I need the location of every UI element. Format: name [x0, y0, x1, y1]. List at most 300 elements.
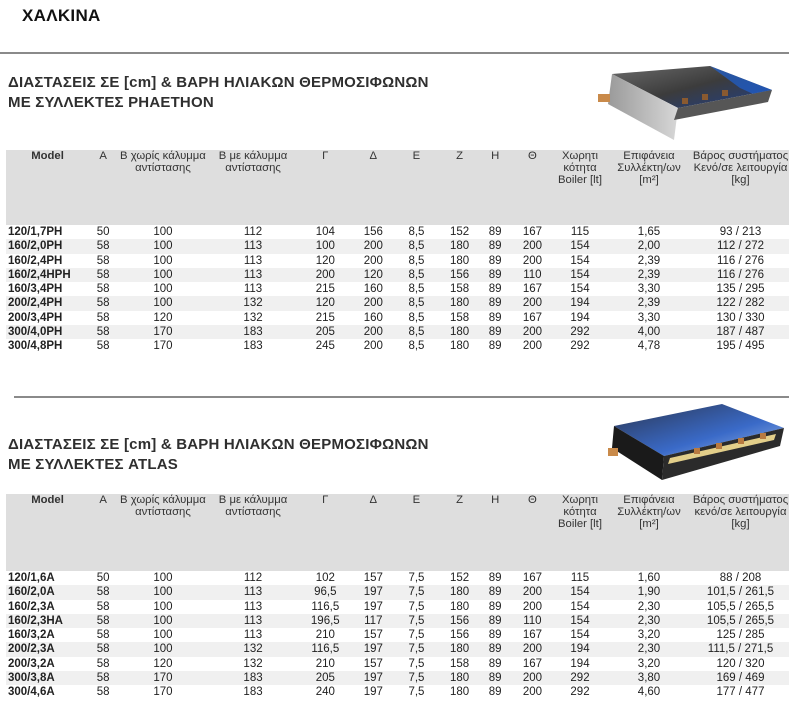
cell-e: 8,5 — [408, 254, 425, 267]
cell-z: 156 — [449, 614, 470, 627]
cell-g: 120 — [315, 297, 335, 310]
col-header-b-with-cover: Β με κάλυμμα αντίστασης — [218, 494, 288, 519]
cell-b-with-cover: 113 — [243, 629, 263, 642]
cell-area: 2,00 — [637, 240, 661, 253]
cell-e: 8,5 — [408, 297, 425, 310]
atlas-table-body — [6, 571, 554, 700]
col-header-z: Ζ — [456, 494, 464, 506]
col-header-b-with-cover: Β με κάλυμμα αντίστασης — [218, 150, 288, 175]
table-row — [554, 282, 789, 296]
cell-area: 3,30 — [637, 311, 661, 324]
cell-e: 7,5 — [408, 629, 425, 642]
cell-weight: 101,5 / 261,5 — [706, 586, 775, 599]
cell-weight: 116 / 276 — [716, 268, 765, 281]
cell-model: 160/2,0PH — [8, 240, 63, 253]
table-row — [554, 585, 789, 599]
cell-a: 58 — [96, 643, 110, 656]
cell-a: 58 — [96, 254, 110, 267]
table-row — [6, 282, 554, 296]
cell-h: 89 — [488, 672, 502, 685]
cell-g: 215 — [315, 311, 335, 324]
cell-b-with-cover: 132 — [243, 657, 263, 670]
col-header-e: Ε — [412, 150, 421, 162]
cell-b-with-cover: 183 — [243, 672, 263, 685]
cell-b-without-cover: 100 — [153, 283, 173, 296]
cell-z: 180 — [449, 600, 470, 613]
cell-weight: 93 / 213 — [719, 226, 762, 238]
cell-b-without-cover: 100 — [153, 614, 173, 627]
cell-b-with-cover: 183 — [243, 340, 263, 353]
cell-e: 8,5 — [408, 311, 425, 324]
cell-weight: 105,5 / 265,5 — [706, 614, 775, 627]
col-header-g: Γ — [322, 494, 329, 506]
section-divider — [0, 52, 789, 54]
cell-b-with-cover: 113 — [243, 600, 263, 613]
table-row — [6, 685, 554, 699]
col-header-weight: Βάρος συστήματος Κενό/σε λειτουργία [kg] — [692, 150, 789, 187]
col-header-model: Model — [31, 494, 64, 506]
cell-th: 200 — [522, 643, 542, 656]
cell-th: 167 — [522, 629, 542, 642]
table-row — [6, 642, 554, 656]
cell-a: 58 — [96, 586, 110, 599]
col-header-th: Θ — [528, 150, 537, 162]
cell-a: 58 — [96, 326, 110, 339]
atlas-title-line2: ΜΕ ΣΥΛΛΕΚΤΕΣ ATLAS — [8, 456, 178, 473]
cell-b-without-cover: 100 — [153, 240, 173, 253]
phaethon-spec-table-right — [554, 150, 789, 354]
cell-b-with-cover: 112 — [243, 572, 263, 584]
table-row — [554, 628, 789, 642]
cell-model: 300/4,6A — [8, 686, 55, 699]
table-row — [554, 268, 789, 282]
cell-capacity: 292 — [570, 326, 590, 339]
cell-capacity: 154 — [570, 600, 590, 613]
cell-e: 8,5 — [408, 340, 425, 353]
cell-model: 200/2,3A — [8, 643, 55, 656]
cell-b-with-cover: 113 — [243, 283, 263, 296]
cell-b-without-cover: 170 — [153, 672, 173, 685]
cell-b-with-cover: 113 — [243, 268, 263, 281]
cell-area: 1,90 — [637, 586, 661, 599]
table-row — [554, 325, 789, 339]
cell-b-without-cover: 170 — [153, 340, 173, 353]
cell-h: 89 — [488, 226, 502, 238]
cell-e: 7,5 — [408, 672, 425, 685]
cell-e: 7,5 — [408, 657, 425, 670]
cell-model: 200/3,4PH — [8, 311, 63, 324]
table-row — [554, 254, 789, 268]
table-row — [554, 657, 789, 671]
table-row — [554, 571, 789, 585]
cell-a: 58 — [96, 297, 110, 310]
cell-z: 180 — [449, 297, 470, 310]
cell-weight: 112 / 272 — [716, 240, 765, 253]
cell-a: 58 — [96, 268, 110, 281]
col-header-capacity: Χωρητι κότητα Boiler [lt] — [558, 494, 602, 531]
cell-e: 7,5 — [408, 600, 425, 613]
col-header-d: Δ — [369, 150, 378, 162]
cell-h: 89 — [488, 297, 502, 310]
cell-capacity: 292 — [570, 672, 590, 685]
col-header-th: Θ — [528, 494, 537, 506]
cell-capacity: 115 — [570, 226, 590, 238]
cell-h: 89 — [488, 326, 502, 339]
cell-h: 89 — [488, 586, 502, 599]
cell-h: 89 — [488, 283, 502, 296]
cell-capacity: 154 — [570, 629, 590, 642]
cell-g: 116,5 — [311, 600, 340, 613]
cell-th: 200 — [522, 600, 542, 613]
cell-d: 197 — [363, 643, 383, 656]
cell-b-without-cover: 120 — [153, 657, 173, 670]
cell-b-without-cover: 100 — [153, 268, 173, 281]
cell-h: 89 — [488, 268, 502, 281]
col-header-model: Model — [31, 150, 64, 162]
cell-area: 2,30 — [637, 600, 661, 613]
table-row — [554, 296, 789, 310]
cell-b-without-cover: 100 — [153, 254, 173, 267]
atlas-title-line1: ΔΙΑΣΤΑΣΕΙΣ ΣΕ [cm] & ΒΑΡΗ ΗΛΙΑΚΩΝ ΘΕΡΜΟΣΙΦΩΝΩΝ — [8, 436, 429, 453]
table-row — [554, 311, 789, 325]
cell-g: 215 — [315, 283, 335, 296]
table-row — [6, 325, 554, 339]
col-header-a: Α — [99, 150, 107, 162]
cell-g: 210 — [315, 657, 335, 670]
cell-a: 58 — [96, 657, 110, 670]
cell-a: 58 — [96, 629, 110, 642]
cell-b-with-cover: 113 — [243, 254, 263, 267]
cell-capacity: 194 — [570, 657, 590, 670]
cell-g: 210 — [315, 629, 335, 642]
cell-d: 200 — [363, 240, 383, 253]
cell-g: 102 — [315, 572, 335, 584]
table-row — [6, 339, 554, 353]
col-header-g: Γ — [322, 150, 329, 162]
cell-th: 200 — [522, 254, 542, 267]
cell-model: 160/3,2A — [8, 629, 55, 642]
cell-area: 2,30 — [637, 643, 661, 656]
cell-a: 58 — [96, 614, 110, 627]
cell-a: 58 — [96, 240, 110, 253]
cell-b-without-cover: 100 — [153, 600, 173, 613]
cell-d: 197 — [363, 600, 383, 613]
cell-th: 167 — [522, 226, 542, 238]
cell-area: 3,30 — [637, 283, 661, 296]
cell-model: 120/1,7PH — [8, 226, 63, 238]
cell-weight: 177 / 477 — [716, 686, 765, 699]
cell-capacity: 154 — [570, 283, 590, 296]
table-row — [554, 642, 789, 656]
cell-area: 4,00 — [637, 326, 661, 339]
cell-a: 58 — [96, 686, 110, 699]
cell-weight: 105,5 / 265,5 — [706, 600, 775, 613]
col-header-d: Δ — [369, 494, 378, 506]
cell-z: 152 — [449, 572, 470, 584]
cell-weight: 169 / 469 — [716, 672, 765, 685]
cell-g: 100 — [315, 240, 335, 253]
col-header-h: Η — [491, 494, 500, 506]
cell-d: 157 — [363, 657, 383, 670]
table-row — [554, 600, 789, 614]
cell-h: 89 — [488, 572, 502, 584]
cell-b-with-cover: 132 — [243, 643, 263, 656]
cell-z: 180 — [449, 686, 470, 699]
cell-th: 200 — [522, 586, 542, 599]
page-title: ΧΑΛΚΙΝΑ — [22, 6, 101, 25]
cell-a: 58 — [96, 283, 110, 296]
cell-e: 7,5 — [408, 572, 425, 584]
phaethon-spec-table — [6, 150, 554, 354]
cell-area: 4,60 — [637, 686, 661, 699]
cell-model: 160/2,3HA — [8, 614, 63, 627]
table-row — [6, 239, 554, 253]
cell-th: 167 — [522, 283, 542, 296]
cell-weight: 116 / 276 — [716, 254, 765, 267]
cell-g: 205 — [315, 672, 335, 685]
cell-d: 197 — [363, 586, 383, 599]
cell-z: 158 — [449, 311, 470, 324]
cell-d: 160 — [363, 311, 383, 324]
table-row — [554, 225, 789, 239]
cell-area: 4,78 — [637, 340, 661, 353]
cell-b-without-cover: 170 — [153, 686, 173, 699]
atlas-collector-image — [604, 400, 790, 492]
cell-weight: 122 / 282 — [716, 297, 765, 310]
cell-h: 89 — [488, 240, 502, 253]
cell-d: 200 — [363, 340, 383, 353]
cell-area: 2,39 — [637, 268, 661, 281]
table-row — [6, 225, 554, 239]
cell-b-with-cover: 113 — [243, 586, 263, 599]
cell-b-without-cover: 100 — [153, 586, 173, 599]
cell-th: 200 — [522, 326, 542, 339]
cell-b-with-cover: 183 — [243, 686, 263, 699]
cell-model: 300/3,8A — [8, 672, 55, 685]
cell-h: 89 — [488, 600, 502, 613]
cell-g: 120 — [315, 254, 335, 267]
col-header-area: Επιφάνεια Συλλέκτη/ων [m²] — [617, 150, 681, 187]
cell-th: 167 — [522, 311, 542, 324]
cell-d: 157 — [363, 629, 383, 642]
cell-a: 58 — [96, 672, 110, 685]
phaethon-collector-image — [590, 60, 790, 150]
cell-g: 200 — [315, 268, 335, 281]
cell-z: 180 — [449, 240, 470, 253]
cell-capacity: 154 — [570, 614, 590, 627]
cell-model: 200/2,4PH — [8, 297, 63, 310]
cell-b-without-cover: 100 — [153, 629, 173, 642]
cell-a: 58 — [96, 311, 110, 324]
cell-b-without-cover: 100 — [153, 643, 173, 656]
table-row — [6, 296, 554, 310]
cell-weight: 111,5 / 271,5 — [707, 643, 774, 656]
cell-area: 1,65 — [637, 226, 661, 238]
cell-th: 200 — [522, 340, 542, 353]
cell-model: 120/1,6A — [8, 572, 55, 584]
col-header-h: Η — [491, 150, 500, 162]
cell-weight: 130 / 330 — [716, 311, 765, 324]
cell-z: 158 — [449, 657, 470, 670]
cell-model: 160/2,4HPH — [8, 268, 71, 281]
cell-b-without-cover: 100 — [153, 297, 173, 310]
col-header-capacity: Χωρητι κότητα Boiler [lt] — [558, 150, 602, 187]
cell-e: 7,5 — [408, 686, 425, 699]
cell-z: 156 — [449, 268, 470, 281]
cell-e: 8,5 — [408, 326, 425, 339]
phaethon-section-title — [8, 73, 429, 113]
cell-d: 120 — [363, 268, 383, 281]
table-row — [554, 339, 789, 353]
cell-g: 205 — [315, 326, 335, 339]
cell-weight: 187 / 487 — [716, 326, 765, 339]
cell-e: 7,5 — [408, 643, 425, 656]
table-row — [554, 685, 789, 699]
col-header-b-without-cover: Β χωρίς κάλυμμα αντίστασης — [120, 494, 206, 519]
cell-b-with-cover: 132 — [243, 311, 263, 324]
cell-e: 8,5 — [408, 240, 425, 253]
cell-g: 240 — [315, 686, 335, 699]
table-row — [6, 571, 554, 585]
cell-weight: 88 / 208 — [719, 572, 762, 584]
cell-th: 167 — [522, 572, 542, 584]
table-row — [6, 600, 554, 614]
cell-capacity: 292 — [570, 340, 590, 353]
cell-capacity: 292 — [570, 686, 590, 699]
table-row — [6, 671, 554, 685]
cell-h: 89 — [488, 254, 502, 267]
cell-area: 1,60 — [637, 572, 661, 584]
cell-model: 160/2,0A — [8, 586, 55, 599]
cell-model: 300/4,8PH — [8, 340, 63, 353]
table-row — [6, 311, 554, 325]
cell-d: 197 — [363, 686, 383, 699]
cell-h: 89 — [488, 629, 502, 642]
cell-th: 110 — [523, 614, 542, 627]
table-row — [6, 657, 554, 671]
cell-th: 200 — [522, 672, 542, 685]
cell-b-with-cover: 113 — [243, 614, 263, 627]
cell-capacity: 154 — [570, 254, 590, 267]
table-row — [6, 254, 554, 268]
cell-z: 152 — [449, 226, 470, 238]
table-row — [554, 239, 789, 253]
cell-b-with-cover: 132 — [243, 297, 263, 310]
cell-g: 245 — [315, 340, 335, 353]
table-row — [554, 614, 789, 628]
col-header-a: Α — [99, 494, 107, 506]
cell-capacity: 194 — [570, 643, 590, 656]
cell-b-with-cover: 112 — [243, 226, 263, 238]
cell-a: 58 — [96, 340, 110, 353]
col-header-weight: Βάρος συστήματος κενό/σε λειτουργία [kg] — [692, 494, 789, 531]
cell-d: 200 — [363, 254, 383, 267]
cell-th: 200 — [522, 297, 542, 310]
cell-z: 180 — [449, 643, 470, 656]
cell-area: 2,30 — [637, 614, 661, 627]
atlas-table-body-right — [554, 571, 789, 700]
cell-th: 200 — [522, 686, 542, 699]
phaethon-table-body-right — [554, 225, 789, 354]
cell-e: 7,5 — [408, 614, 425, 627]
table-row — [6, 268, 554, 282]
cell-a: 50 — [96, 226, 110, 238]
cell-z: 156 — [449, 629, 470, 642]
cell-area: 3,80 — [637, 672, 661, 685]
table-row — [6, 628, 554, 642]
cell-model: 160/3,4PH — [8, 283, 63, 296]
phaethon-title-line2: ΜΕ ΣΥΛΛΕΚΤΕΣ PHAETHON — [8, 94, 214, 111]
cell-a: 50 — [96, 572, 110, 584]
cell-g: 196,5 — [310, 614, 340, 627]
section-divider — [14, 396, 789, 398]
col-header-b-without-cover: Β χωρίς κάλυμμα αντίστασης — [120, 150, 206, 175]
cell-th: 200 — [522, 240, 542, 253]
cell-b-with-cover: 113 — [243, 240, 263, 253]
phaethon-table-body — [6, 225, 554, 354]
cell-weight: 135 / 295 — [716, 283, 765, 296]
cell-weight: 120 / 320 — [716, 657, 765, 670]
col-header-z: Ζ — [456, 150, 464, 162]
cell-z: 180 — [449, 340, 470, 353]
cell-th: 110 — [523, 268, 542, 281]
cell-d: 200 — [363, 326, 383, 339]
cell-h: 89 — [488, 340, 502, 353]
table-row — [6, 585, 554, 599]
cell-z: 180 — [449, 326, 470, 339]
cell-d: 200 — [363, 297, 383, 310]
cell-weight: 125 / 285 — [716, 629, 765, 642]
table-row — [6, 614, 554, 628]
col-header-e: Ε — [412, 494, 421, 506]
cell-capacity: 154 — [570, 240, 590, 253]
cell-area: 2,39 — [637, 297, 661, 310]
cell-model: 300/4,0PH — [8, 326, 63, 339]
cell-b-without-cover: 170 — [153, 326, 173, 339]
cell-capacity: 115 — [570, 572, 590, 584]
atlas-spec-table-right — [554, 494, 789, 700]
cell-h: 89 — [488, 643, 502, 656]
cell-area: 2,39 — [637, 254, 661, 267]
cell-model: 160/2,3A — [8, 600, 55, 613]
cell-z: 158 — [449, 283, 470, 296]
cell-z: 180 — [449, 254, 470, 267]
cell-d: 156 — [363, 226, 383, 238]
cell-e: 7,5 — [408, 586, 425, 599]
table-row — [554, 671, 789, 685]
cell-b-without-cover: 120 — [153, 311, 173, 324]
cell-b-without-cover: 100 — [153, 226, 173, 238]
cell-d: 117 — [364, 614, 383, 627]
cell-model: 160/2,4PH — [8, 254, 63, 267]
cell-e: 8,5 — [408, 268, 425, 281]
cell-d: 160 — [363, 283, 383, 296]
atlas-spec-table — [6, 494, 554, 700]
cell-model: 200/3,2A — [8, 657, 55, 670]
cell-h: 89 — [488, 657, 502, 670]
cell-capacity: 194 — [570, 311, 590, 324]
cell-h: 89 — [488, 686, 502, 699]
cell-h: 89 — [488, 614, 502, 627]
cell-g: 104 — [315, 226, 335, 238]
cell-weight: 195 / 495 — [716, 340, 765, 353]
cell-b-without-cover: 100 — [153, 572, 173, 584]
cell-a: 58 — [96, 600, 110, 613]
cell-g: 96,5 — [314, 586, 337, 599]
cell-b-with-cover: 183 — [243, 326, 263, 339]
atlas-section-title — [8, 435, 429, 475]
cell-h: 89 — [488, 311, 502, 324]
